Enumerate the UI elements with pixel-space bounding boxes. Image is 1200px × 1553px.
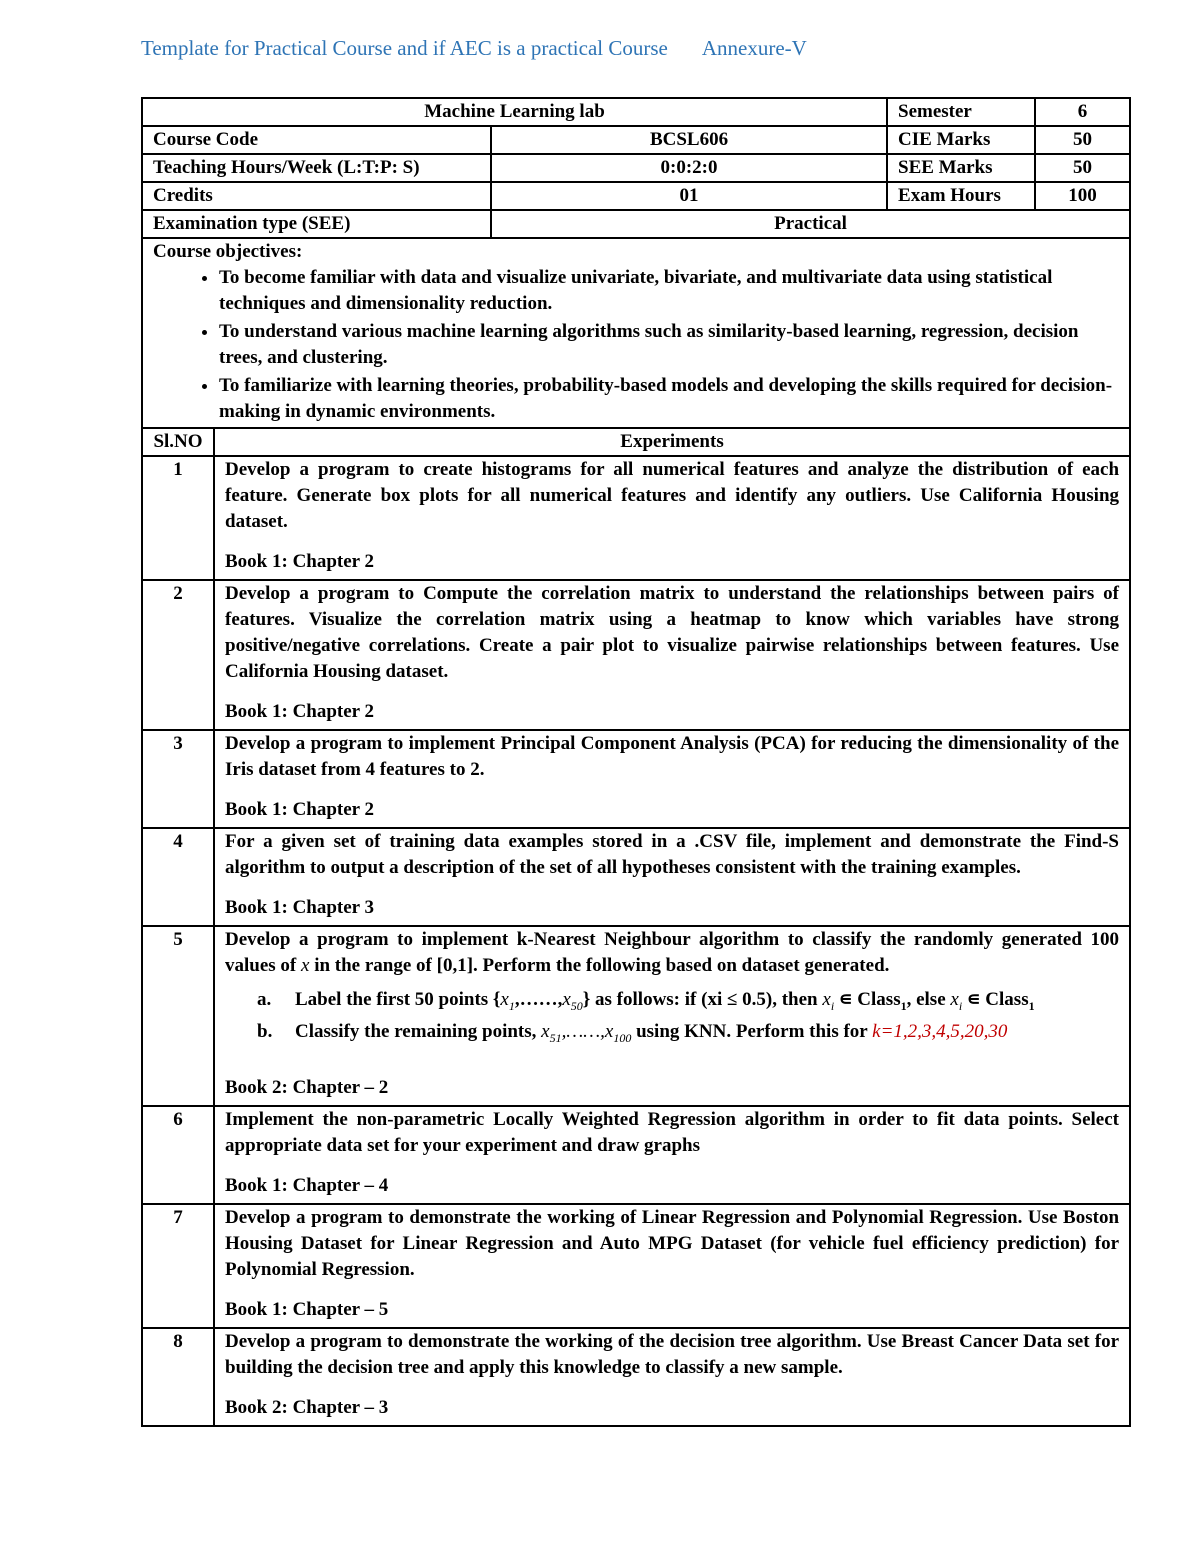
- experiment-text-part: in the range of [0,1]. Perform the following based on dataset generated.: [309, 955, 890, 976]
- objective-item: • To familiarize with learning theories, probability-based models and developing the skills required for decision-making in dynamic environments.: [219, 373, 1119, 425]
- math-subscript: 51: [549, 1030, 562, 1045]
- sub-text: Label the first 50 points {: [295, 989, 501, 1010]
- k-values: k=1,2,3,4,5,20,30: [872, 1020, 1008, 1042]
- experiment-content: [214, 1106, 1130, 1204]
- course-code-label: Course Code: [142, 126, 491, 154]
- course-code-row: [142, 126, 1130, 154]
- experiment-content: [214, 1328, 1130, 1426]
- experiment-number: 4: [142, 828, 214, 926]
- syllabus-table-wrapper: [141, 97, 1129, 1427]
- experiment-content: [214, 456, 1130, 580]
- objectives-title: Course objectives:: [153, 241, 303, 262]
- see-value: 50: [1035, 154, 1130, 182]
- experiment-book: Book 1: Chapter – 5: [225, 1298, 389, 1320]
- experiment-text: Develop a program to implement Principal Component Analysis (PCA) for reducing the dimensionality of the Iris dataset from 4 features to 2.: [225, 733, 1120, 780]
- experiment-text: Develop a program to create histograms for all numerical features and analyze the distribution of each feature. Generate box plots for all numerical features and identify any outliers. Use California Housing dataset.: [225, 459, 1120, 532]
- math-variable: x: [500, 989, 509, 1010]
- experiment-number: 2: [142, 580, 214, 730]
- experiment-text: For a given set of training data examples stored in a .CSV file, implement and demonstrate the Find-S algorithm to output a description of the set of all hypotheses consistent with the training examples.: [225, 831, 1120, 878]
- experiment-row: [142, 730, 1130, 828]
- experiment-content: [214, 926, 1130, 1106]
- course-title-row: [142, 98, 1130, 126]
- credits-row: [142, 182, 1130, 210]
- objective-item: • To become familiar with data and visualize univariate, bivariate, and multivariate data using statistical techniques and dimensionality reduction.: [219, 265, 1119, 317]
- header-title: Template for Practical Course and if AEC is a practical Course: [141, 36, 668, 60]
- experiment-number: 1: [142, 456, 214, 580]
- experiment-row: [142, 1106, 1130, 1204]
- sub-text: ,……,: [514, 989, 563, 1010]
- experiment-row: [142, 1328, 1130, 1426]
- sub-item-label: b.: [257, 1020, 273, 1042]
- experiment-number: 5: [142, 926, 214, 1106]
- course-objectives: [142, 238, 1130, 428]
- experiment-text-part: Develop a program to implement k-Nearest Neighbour algorithm to classify the randomly generated 100 values of: [225, 929, 1120, 976]
- header-annexure: Annexure-V: [701, 36, 807, 60]
- cie-value: 50: [1035, 126, 1130, 154]
- experiment-content: [214, 828, 1130, 926]
- math-subscript: 1: [900, 998, 907, 1013]
- experiment-row: [142, 1204, 1130, 1328]
- course-title: Machine Learning lab: [142, 98, 887, 126]
- exam-type-row: [142, 210, 1130, 238]
- experiment-content: [214, 580, 1130, 730]
- see-label: SEE Marks: [887, 154, 1035, 182]
- teaching-label: Teaching Hours/Week (L:T:P: S): [142, 154, 491, 182]
- sub-text: } as follows: if (xi ≤ 0.5), then: [582, 989, 823, 1010]
- experiment-text: [225, 929, 1119, 976]
- experiment-content: [214, 730, 1130, 828]
- experiment-book: Book 1: Chapter – 4: [225, 1174, 389, 1196]
- experiment-book: Book 2: Chapter – 2: [225, 1076, 389, 1098]
- credits-value: 01: [491, 182, 887, 210]
- experiment-book: Book 1: Chapter 3: [225, 897, 375, 918]
- teaching-row: [142, 154, 1130, 182]
- experiment-number: 7: [142, 1204, 214, 1328]
- credits-label: Credits: [142, 182, 491, 210]
- teaching-value: 0:0:2:0: [491, 154, 887, 182]
- sub-text: Classify the remaining points,: [295, 1020, 542, 1042]
- experiments-header-row: [142, 428, 1130, 456]
- math-variable: x: [950, 989, 959, 1010]
- math-variable: x: [604, 1020, 614, 1042]
- experiment-row: [142, 828, 1130, 926]
- math-subscript: 1: [508, 998, 515, 1013]
- exam-hours-value: 100: [1035, 182, 1130, 210]
- math-variable: x: [562, 989, 571, 1010]
- experiment-book: Book 1: Chapter 2: [225, 551, 375, 572]
- experiment-book: Book 2: Chapter – 3: [225, 1396, 389, 1418]
- experiment-number: 3: [142, 730, 214, 828]
- math-variable: x: [541, 1020, 550, 1042]
- slno-header: Sl.NO: [142, 428, 214, 456]
- exam-hours-label: Exam Hours: [887, 182, 1035, 210]
- experiment-row: [142, 456, 1130, 580]
- experiment-book: Book 1: Chapter 2: [225, 701, 375, 722]
- exam-type-label: Examination type (SEE): [142, 210, 491, 238]
- math-subscript: 100: [613, 1030, 632, 1045]
- course-info-table: [141, 97, 1131, 1427]
- objective-item: • To understand various machine learning algorithms such as similarity-based learning, regression, decision trees, and clustering.: [219, 319, 1119, 371]
- sub-text: ∊ Class: [962, 989, 1029, 1010]
- experiment-sub-list: [257, 987, 1119, 1051]
- page-header: [141, 36, 807, 61]
- math-variable: x: [822, 989, 831, 1010]
- math-variable: x: [301, 955, 310, 976]
- sub-text: , else: [906, 989, 951, 1010]
- math-subscript: 50: [570, 998, 583, 1013]
- objectives-row: [142, 238, 1130, 428]
- course-code-value: BCSL606: [491, 126, 887, 154]
- semester-label: Semester: [887, 98, 1035, 126]
- spacer: [225, 1051, 1119, 1061]
- experiment-content: [214, 1204, 1130, 1328]
- cie-label: CIE Marks: [887, 126, 1035, 154]
- experiment-row: [142, 580, 1130, 730]
- exam-type-value: Practical: [491, 210, 1130, 238]
- sub-text: ,……,: [561, 1020, 605, 1042]
- experiment-text: Implement the non-parametric Locally Weighted Regression algorithm in order to fit data points. Select appropriate data set for your experiment and draw graphs: [225, 1108, 1120, 1156]
- experiment-number: 8: [142, 1328, 214, 1426]
- sub-item-a: [257, 987, 1119, 1019]
- sub-item-label: a.: [257, 989, 272, 1010]
- math-subscript: 1: [1028, 998, 1035, 1013]
- sub-text: using KNN. Perform this for: [631, 1020, 873, 1042]
- experiment-text: Develop a program to demonstrate the working of Linear Regression and Polynomial Regression. Use Boston Housing Dataset for Linear Regression and Auto MPG Dataset (for vehicle fuel efficiency prediction) for Polynomial Regression.: [225, 1206, 1120, 1280]
- sub-text: ∊ Class: [834, 989, 901, 1010]
- sub-item-b: [257, 1019, 1119, 1051]
- experiment-book: Book 1: Chapter 2: [225, 799, 375, 820]
- experiments-header: Experiments: [214, 428, 1130, 456]
- experiment-row: [142, 926, 1130, 1106]
- experiment-text: Develop a program to Compute the correlation matrix to understand the relationships between pairs of features. Visualize the correlation matrix using a heatmap to know which variables have strong positive/negative correlations. Create a pair plot to visualize pairwise relationships between features. Use California Housing dataset.: [225, 583, 1120, 682]
- experiment-number: 6: [142, 1106, 214, 1204]
- math-subscript: i: [830, 998, 835, 1013]
- experiment-text: Develop a program to demonstrate the working of the decision tree algorithm. Use Breast Cancer Data set for building the decision tree and apply this knowledge to classify a new sample.: [225, 1330, 1120, 1378]
- objectives-list: [153, 265, 1119, 425]
- semester-value: 6: [1035, 98, 1130, 126]
- math-subscript: i: [958, 998, 963, 1013]
